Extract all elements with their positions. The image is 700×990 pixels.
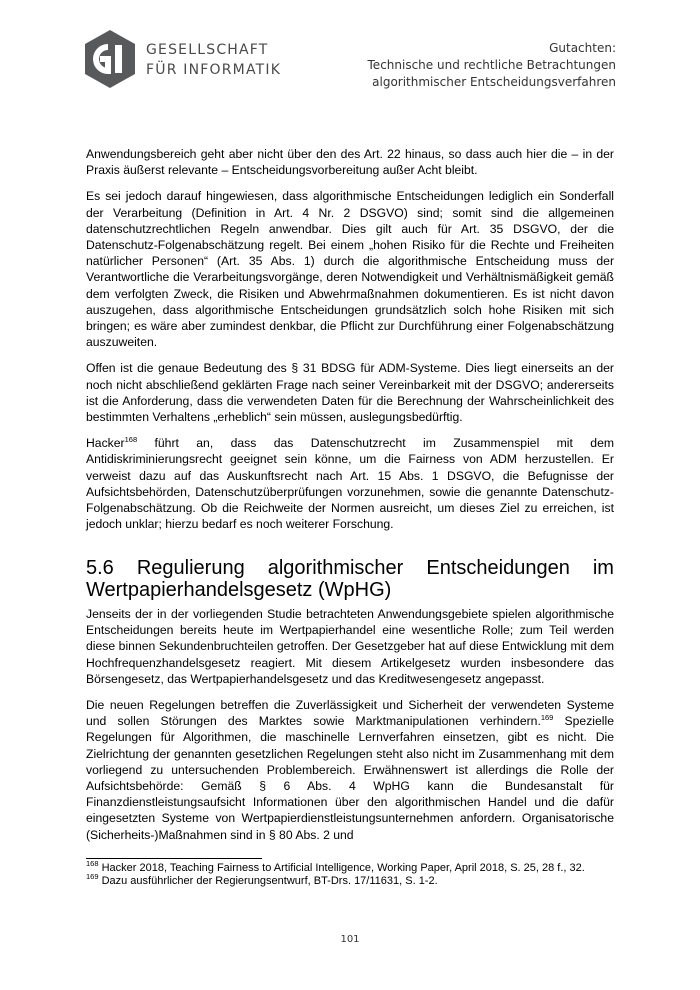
gi-logo-icon (83, 30, 137, 88)
gi-logo (83, 30, 283, 90)
logo-text (146, 40, 281, 80)
section-body-text (86, 606, 614, 853)
footnote-number: 169 (86, 872, 99, 881)
section-heading (86, 557, 614, 601)
footnotes (86, 859, 614, 888)
logo-line-1: GESELLSCHAFT (146, 42, 269, 58)
section-title-word: Entscheidungen (426, 557, 570, 579)
footnote-text: Hacker 2018, Teaching Fairness to Artificial Intelligence, Working Paper, April 2018, S. 25, 28 f., 32. (98, 862, 585, 874)
running-header (368, 40, 616, 91)
paragraph-text: führt an, dass das Datenschutzrecht im Zusammenspiel mit dem Antidiskriminierungsrecht geeignet sein könne, um die Fairness von ADM herzustellen. Er verweist dazu auf das Auskunftsrecht nach Art. 15 Abs. 1 DSGVO, die Befugnisse der Aufsichtsbehörden, Datenschutzüberprüfungen vorzunehmen, sowie die genannte Datenschutz-Folgenabschätzung. Ob die Reichweite der Normen ausreicht, um dieses Ziel zu erreichen, ist jedoch unklar; hierzu bedarf es noch weiterer Forschung. (86, 436, 614, 532)
footnote-ref: 169 (540, 713, 554, 723)
running-header-line-2: Technische und rechtliche Betrachtungen (367, 58, 616, 72)
paragraph (86, 697, 614, 843)
footnote-number: 168 (86, 859, 99, 868)
footnote-text: Dazu ausführlicher der Regierungsentwurf, BT-Drs. 17/11631, S. 1-2. (98, 875, 438, 887)
section-title-word: algorithmischer (267, 557, 404, 579)
paragraph: Anwendungsbereich geht aber nicht über den des Art. 22 hinaus, so dass auch hier die – in der Praxis äußerst relevante – Entscheidungsvorbereitung außer Acht bleibt. (86, 147, 614, 178)
paragraph-text: Die neuen Regelungen betreffen die Zuverlässigkeit und Sicherheit der verwendeten Systeme und sollen Störungen des Marktes sowie Marktmanipulationen verhindern. (86, 698, 614, 729)
paragraph: Jenseits der in der vorliegenden Studie betrachteten Anwendungsgebiete spielen algorithmische Entscheidungen bereits heute im Wertpapierhandel eine wesentliche Rolle; zum Teil werden diese binnen Sekundenbruchteilen getroffen. Der Gesetzgeber hat auf diese Entwicklung mit dem Hochfrequenzhandelsgesetz reagiert. Mit diesem Artikelgesetz wurden insbesondere das Börsengesetz, das Wertpapierhandelsgesetz und das Kreditwesengesetz angepasst. (86, 607, 614, 686)
paragraph-text: Spezielle Regelungen für Algorithmen, die maschinelle Lernverfahren einsetzen, gibt es nicht. Die Zielrichtung der genannten gesetzlichen Regelungen steht also nicht im Zusammenhang mit dem vorliegend zu untersuchenden Problembereich. Erwähnenswert ist allerdings die Rolle der Aufsichtsbehörde: Gemäß § 6 Abs. 4 WpHG kann die Bundesanstalt für Finanzdienstleistungsaufsicht Informationen über den algorithmischen Handel und die dafür eingesetzten Systeme von Wertpapierdienstleistungsunternehmen anfordern. Organisatorische (Sicherheits-)Maßnahmen sind in § 80 Abs. 2 und (86, 714, 614, 842)
footnote-ref: 168 (124, 435, 138, 445)
author-name: Hacker (86, 436, 125, 451)
paragraph: Offen ist die genaue Bedeutung des § 31 BDSG für ADM-Systeme. Dies liegt einerseits an der noch nicht abschließend geklärten Frage nach seiner Vereinbarkeit mit der DSGVO; andererseits ist die Anforderung, dass die verwendeten Daten für die Berechnung der Wahrscheinlichkeit des bestimmten Verhaltens „erheblich“ sein müssen, auslegungsbedürftig. (86, 361, 614, 425)
running-header-line-1: Gutachten: (549, 41, 616, 55)
paragraph: Es sei jedoch darauf hingewiesen, dass algorithmische Entscheidungen lediglich ein Sonderfall der Verarbeitung (Definition in Art. 4 Nr. 2 DSGVO) sind; somit sind die allgemeinen datenschutzrechtlichen Regeln anwendbar. Dies gilt auch für Art. 35 DSGVO, der die Datenschutz-Folgenabschätzung regelt. Bei einem „hohen Risiko für die Rechte und Freiheiten natürlicher Personen“ (Art. 35 Abs. 1) durch die algorithmische Entscheidung muss der Verantwortliche die Verarbeitungsvorgänge, deren Notwendigkeit und Verhältnismäßigkeit gemäß dem verfolgten Zweck, die Risiken und Abwehrmaßnahmen dokumentieren. Es ist nicht davon auszugehen, dass algorithmische Entscheidungen grundsätzlich solch hohe Risiken mit sich bringen; es wäre aber zumindest denkbar, die Pflicht zur Durchführung einer Folgenabschätzung auszuweiten. (86, 189, 614, 350)
logo-line-2: FÜR INFORMATIK (146, 62, 282, 78)
footnote-168 (86, 859, 614, 875)
section-title-line-2: Wertpapierhandelsgesetz (WpHG) (86, 579, 392, 601)
footnote-169 (86, 872, 614, 888)
section-title-word: im (592, 557, 614, 579)
section-number: 5.6 (86, 557, 114, 579)
footnote-divider (86, 858, 262, 859)
paragraph (86, 435, 614, 532)
running-header-line-3: algorithmischer Entscheidungsverfahren (372, 75, 616, 89)
body-text (86, 146, 614, 542)
section-title-word: Regulierung (136, 557, 245, 579)
page-number: 101 (340, 934, 360, 945)
